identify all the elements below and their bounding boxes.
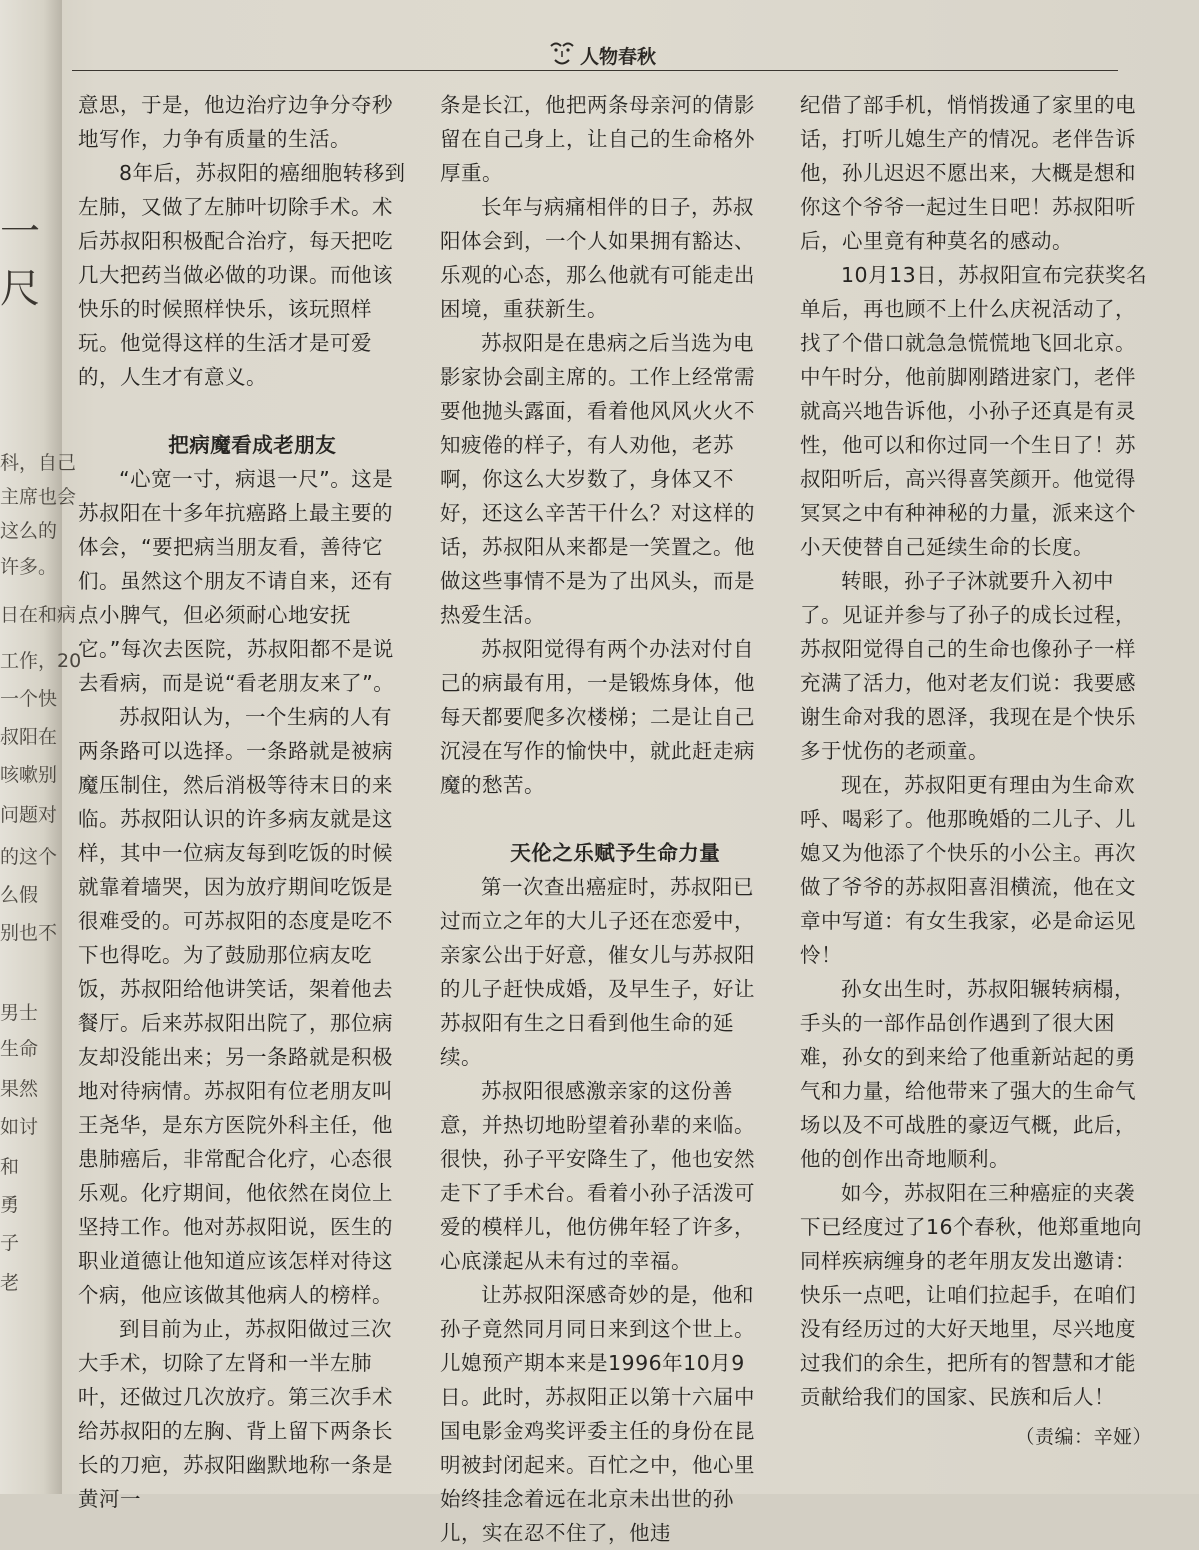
- paragraph: 意思，于是，他边治疗边争分夺秒地写作，力争有质量的生活。: [78, 93, 393, 151]
- adjacent-page-fragment: 和: [0, 1156, 20, 1178]
- adjacent-page-fragment: 叔阳在: [0, 726, 58, 748]
- adjacent-page-fragment: 的这个: [0, 846, 58, 868]
- paragraph: 现在，苏叔阳更有理由为生命欢呼、喝彩了。他那晚婚的二儿子、儿媳又为他添了个快乐的小公主。再次做了爷爷的苏叔阳喜泪横流，他在文章中写道：有女生我家，必是命运见怜！: [800, 773, 1136, 967]
- paragraph: 让苏叔阳深感奇妙的是，他和孙子竟然同月同日来到这个世上。儿媳预产期本来是1996年10月9日。此时，苏叔阳正以第十六届中国电影金鸡奖评委主任的身份在昆明被封闭起来。百忙之中，他心里始终挂念着远在北京未出世的孙儿，实在忍不住了，他违: [440, 1283, 755, 1545]
- adjacent-page-fragment: 勇: [0, 1194, 20, 1216]
- section-heading: 天伦之乐赋予生命力量: [510, 841, 721, 865]
- adjacent-page-fragment: 么假: [0, 884, 39, 906]
- article-column-2: [440, 88, 770, 1550]
- paragraph: 苏叔阳是在患病之后当选为电影家协会副主席的。工作上经常需要他抛头露面，看着他风风火火不知疲倦的样子，有人劝他，老苏啊，你这么大岁数了，身体又不好，还这么辛苦干什么？对这样的话，苏叔阳从来都是一笑置之。他做这些事情不是为了出风头，而是热爱生活。: [440, 331, 755, 627]
- adjacent-page-fragment: 咳嗽别: [0, 764, 58, 786]
- adjacent-page-fragment: 这么的: [0, 520, 58, 542]
- adjacent-page-large-glyph: 一尺: [0, 209, 40, 312]
- paragraph: 第一次查出癌症时，苏叔阳已过而立之年的大儿子还在恋爱中，亲家公出于好意，催女儿与苏叔阳的儿子赶快成婚，及早生子，好让苏叔阳有生之日看到他生命的延续。: [440, 875, 755, 1069]
- section-title: 人物春秋: [580, 46, 657, 68]
- section-header: [548, 38, 688, 72]
- adjacent-page-fragment: 老: [0, 1272, 20, 1294]
- smiling-face-icon: [548, 40, 576, 74]
- adjacent-page-fragment: 许多。: [0, 556, 58, 578]
- adjacent-page-fragment: 科，自己: [0, 452, 77, 474]
- paragraph: 孙女出生时，苏叔阳辗转病榻，手头的一部作品创作遇到了很大困难，孙女的到来给了他重新站起的勇气和力量，给他带来了强大的生命气场以及不可战胜的豪迈气概，此后，他的创作出奇地顺利。: [800, 977, 1136, 1171]
- paragraph: 纪借了部手机，悄悄拨通了家里的电话，打听儿媳生产的情况。老伴告诉他，孙儿迟迟不愿出来，大概是想和你这个爷爷一起过生日吧！苏叔阳听后，心里竟有种莫名的感动。: [800, 93, 1136, 253]
- paragraph: 如今，苏叔阳在三种癌症的夹袭下已经度过了16个春秋，他郑重地向同样疾病缠身的老年朋友发出邀请：快乐一点吧，让咱们拉起手，在咱们没有经历过的大好天地里，尽兴地度过我们的余生，把所有的智慧和才能贡献给我们的国家、民族和后人！: [800, 1181, 1143, 1409]
- paragraph: 长年与病痛相伴的日子，苏叔阳体会到，一个人如果拥有豁达、乐观的心态，那么他就有可能走出困境，重获新生。: [440, 195, 755, 321]
- editor-credit: （责编：辛娅）: [1015, 1426, 1152, 1448]
- adjacent-page-fragment: 果然: [0, 1078, 39, 1100]
- adjacent-page-fragment: 男士: [0, 1002, 39, 1024]
- paragraph: 条是长江，他把两条母亲河的倩影留在自己身上，让自己的生命格外厚重。: [440, 93, 755, 185]
- article-column-1: [78, 88, 406, 1516]
- adjacent-page-fragment: 主席也会: [0, 486, 77, 508]
- paragraph: 转眼，孙子子沐就要升入初中了。见证并参与了孙子的成长过程，苏叔阳觉得自己的生命也像孙子一样充满了活力，他对老友们说：我要感谢生命对我的恩泽，我现在是个快乐多于忧伤的老顽童。: [800, 569, 1136, 763]
- paragraph: 苏叔阳很感激亲家的这份善意，并热切地盼望着孙辈的来临。很快，孙子平安降生了，他也安然走下了手术台。看着小孙子活泼可爱的模样儿，他仿佛年轻了许多，心底漾起从未有过的幸福。: [440, 1079, 755, 1273]
- adjacent-page-edge: [0, 0, 82, 1494]
- adjacent-page-fragment: 子: [0, 1232, 20, 1254]
- section-heading: 把病魔看成老朋友: [168, 433, 337, 457]
- adjacent-page-fragment: 一个快: [0, 688, 58, 710]
- adjacent-page-fragment: 工作，20: [0, 650, 82, 672]
- paragraph: 10月13日，苏叔阳宣布完获奖名单后，再也顾不上什么庆祝活动了，找了个借口就急急慌慌地飞回北京。中午时分，他前脚刚踏进家门，老伴就高兴地告诉他，小孙子还真是有灵性，他可以和你过同一个生日了！苏叔阳听后，高兴得喜笑颜开。他觉得冥冥之中有种神秘的力量，派来这个小天使替自己延续生命的长度。: [800, 263, 1148, 559]
- adjacent-page-fragment: 生命: [0, 1038, 39, 1060]
- adjacent-page-fragment: 别也不: [0, 922, 58, 944]
- paragraph: 苏叔阳觉得有两个办法对付自己的病最有用，一是锻炼身体，他每天都要爬多次楼梯；二是让自己沉浸在写作的愉快中，就此赶走病魔的愁苦。: [440, 637, 755, 797]
- paragraph: 8年后，苏叔阳的癌细胞转移到左肺，又做了左肺叶切除手术。术后苏叔阳积极配合治疗，每天把吃几大把药当做必做的功课。而他该快乐的时候照样快乐，该玩照样玩。他觉得这样的生活才是可爱的，人生才有意义。: [78, 161, 406, 389]
- adjacent-page-fragment: 问题对: [0, 804, 58, 826]
- paragraph: 苏叔阳认为，一个生病的人有两条路可以选择。一条路就是被病魔压制住，然后消极等待末日的来临。苏叔阳认识的许多病友就是这样，其中一位病友每到吃饭的时候就靠着墙哭，因为放疗期间吃饭是很难受的。可苏叔阳的态度是吃不下也得吃。为了鼓励那位病友吃饭，苏叔阳给他讲笑话，架着他去餐厅。后来苏叔阳出院了，那位病友却没能出来；另一条路就是积极地对待病情。苏叔阳有位老朋友叫王尧华，是东方医院外科主任，他患肺癌后，非常配合化疗，心态很乐观。化疗期间，他依然在岗位上坚持工作。他对苏叔阳说，医生的职业道德让他知道应该怎样对待这个病，他应该做其他病人的榜样。: [78, 705, 393, 1307]
- paragraph: “心宽一寸，病退一尺”。这是苏叔阳在十多年抗癌路上最主要的体会，“要把病当朋友看，善待它们。虽然这个朋友不请自来，还有点小脾气，但必须耐心地安抚它。”每次去医院，苏叔阳都不是说去看病，而是说“看老朋友来了”。: [78, 467, 395, 695]
- article-column-3: [800, 88, 1152, 1454]
- header-rule: [72, 70, 1118, 71]
- paragraph: 到目前为止，苏叔阳做过三次大手术，切除了左肾和一半左肺叶，还做过几次放疗。第三次手术给苏叔阳的左胸、背上留下两条长长的刀疤，苏叔阳幽默地称一条是黄河一: [78, 1317, 393, 1511]
- adjacent-page-fragment: 日在和病: [0, 604, 77, 626]
- adjacent-page-fragment: 如讨: [0, 1116, 39, 1138]
